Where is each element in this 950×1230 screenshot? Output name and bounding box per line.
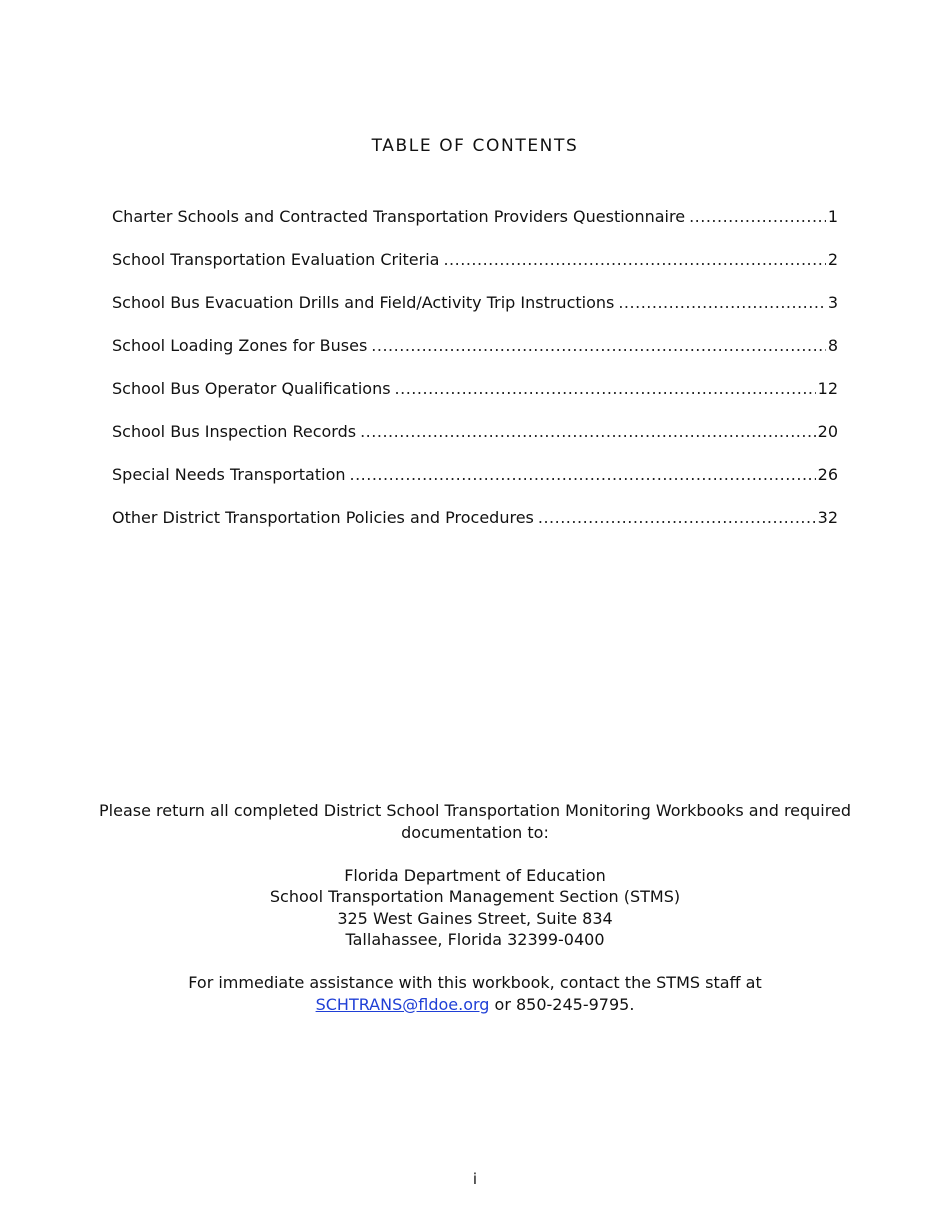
- toc-dot-leader: [689, 204, 826, 230]
- toc-entry-label: Charter Schools and Contracted Transportation Providers Questionnaire: [112, 207, 686, 226]
- address-street: 325 West Gaines Street, Suite 834: [337, 908, 613, 928]
- toc-entry: [112, 505, 838, 548]
- toc-entry: [112, 376, 838, 419]
- instruction-line: Please return all completed District School Transportation Monitoring Workbooks and required: [99, 801, 851, 820]
- toc-entry-label: School Loading Zones for Buses: [112, 336, 368, 355]
- toc-entry: [112, 462, 838, 505]
- instruction-line: documentation to:: [401, 822, 549, 842]
- toc-entry-page: 26: [817, 465, 838, 484]
- toc-entry-label: School Bus Operator Qualifications: [112, 379, 391, 398]
- toc-list: [112, 204, 838, 548]
- page-number: i: [472, 1170, 478, 1188]
- toc-entry-page: 3: [827, 293, 838, 312]
- toc-entry-page: 12: [817, 379, 838, 398]
- toc-entry-label: School Bus Inspection Records: [112, 422, 357, 441]
- toc-dot-leader: [443, 247, 825, 273]
- toc-entry-label: School Transportation Evaluation Criteria: [112, 250, 440, 269]
- toc-entry: [112, 247, 838, 290]
- toc-entry: [112, 333, 838, 376]
- toc-dot-leader: [538, 505, 816, 531]
- toc-dot-leader: [360, 419, 816, 445]
- toc-entry: [112, 204, 838, 247]
- toc-entry-page: 2: [827, 250, 838, 269]
- toc-entry-label: Other District Transportation Policies and Procedures: [112, 508, 534, 527]
- toc-entry: [112, 290, 838, 333]
- toc-entry-label: School Bus Evacuation Drills and Field/Activity Trip Instructions: [112, 293, 615, 312]
- toc-entry-page: 1: [827, 207, 838, 226]
- return-instructions: [0, 800, 950, 1015]
- phone-text: or 850-245-9795.: [489, 994, 635, 1014]
- contact-line: [0, 994, 950, 1016]
- address-section: School Transportation Management Section (STMS): [269, 887, 681, 906]
- toc-entry-page: 8: [827, 336, 838, 355]
- address-city: Tallahassee, Florida 32399-0400: [345, 930, 605, 949]
- toc-dot-leader: [618, 290, 825, 316]
- toc-dot-leader: [350, 462, 816, 488]
- toc-dot-leader: [371, 333, 826, 359]
- toc-entry-page: 32: [817, 508, 838, 527]
- toc-entry: [112, 419, 838, 462]
- address-org: Florida Department of Education: [344, 865, 606, 885]
- toc-dot-leader: [395, 376, 816, 402]
- toc-title: TABLE OF CONTENTS: [371, 136, 579, 156]
- toc-entry-label: Special Needs Transportation: [112, 465, 346, 484]
- email-link[interactable]: SCHTRANS@fldoe.org: [315, 994, 490, 1014]
- toc-entry-page: 20: [817, 422, 838, 441]
- contact-line: For immediate assistance with this workbook, contact the STMS staff at: [188, 973, 762, 992]
